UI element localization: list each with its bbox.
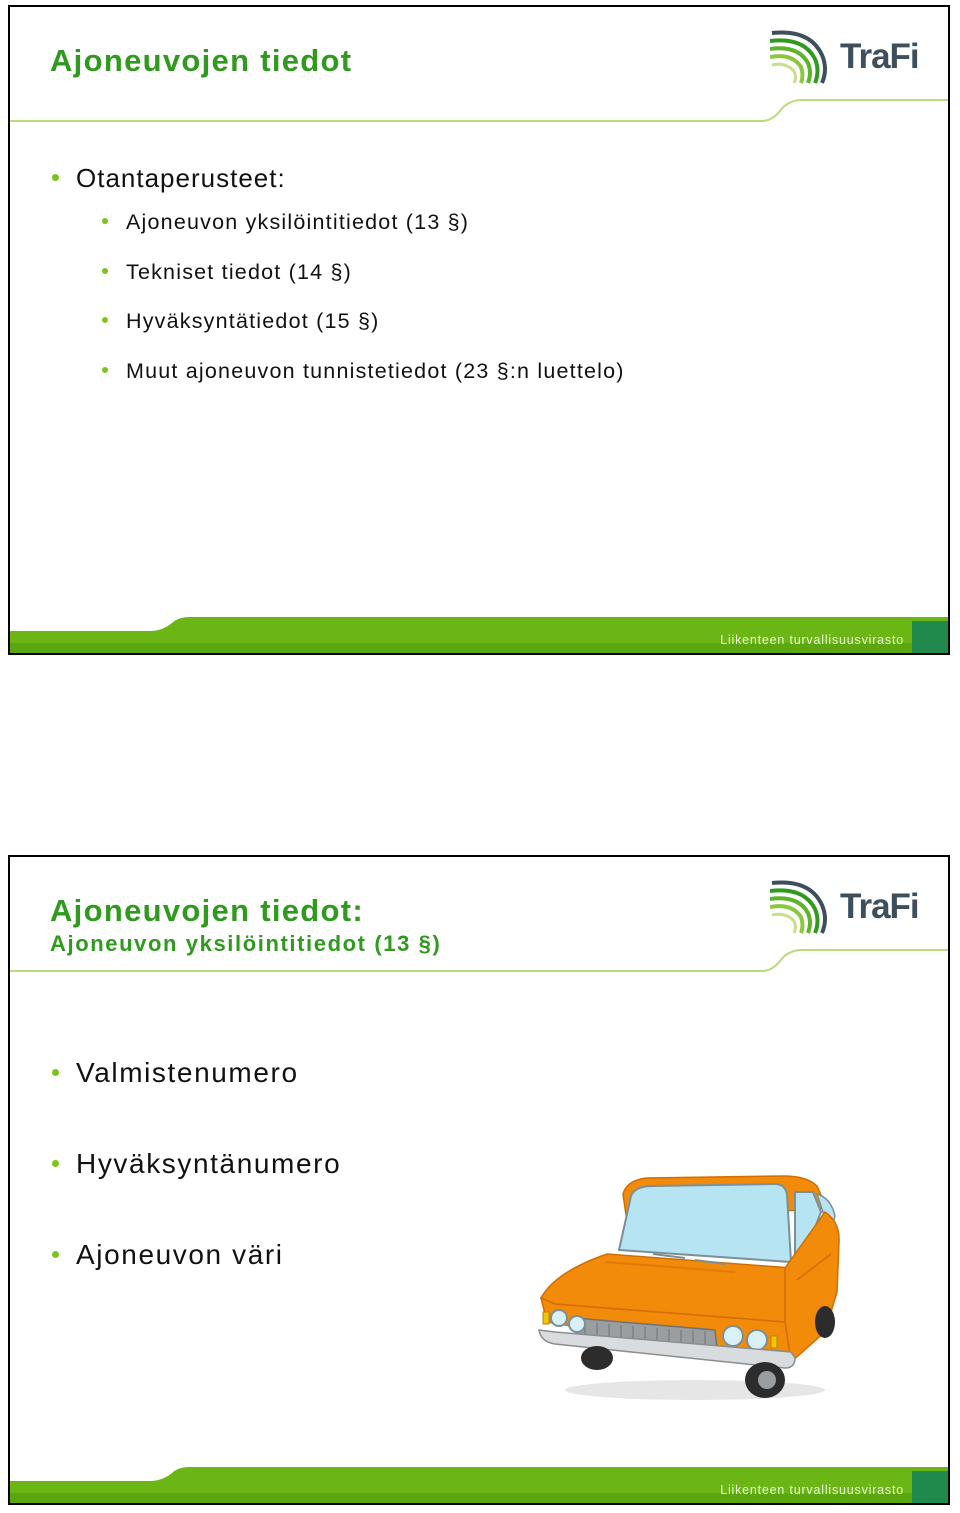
trafi-logo xyxy=(770,875,920,937)
footer-agency-name: Liikenteen turvallisuusvirasto xyxy=(720,1483,904,1497)
trafi-swoosh-icon xyxy=(770,875,840,937)
slide-subtitle: Ajoneuvon yksilöintitiedot (13 §) xyxy=(50,931,442,956)
bullet-valmistenumero: Valmistenumero xyxy=(50,1057,341,1148)
orange-car-illustration xyxy=(535,1172,840,1407)
slide-2 xyxy=(8,855,950,1505)
sub-bullet: Hyväksyntätiedot (15 §) xyxy=(76,309,625,359)
trafi-logo-text: TraFi xyxy=(840,37,919,76)
footer-accent-block xyxy=(912,621,948,653)
slide-title: Ajoneuvojen tiedot: xyxy=(50,893,365,928)
bullet-hyvaksyntanumero: Hyväksyntänumero xyxy=(50,1148,341,1239)
bullet-otantaperusteet xyxy=(50,163,625,408)
bullet-ajoneuvon-vari: Ajoneuvon väri xyxy=(50,1239,341,1330)
bullet-text: Otantaperusteet: xyxy=(76,163,286,193)
slide-1 xyxy=(8,5,950,655)
trafi-logo xyxy=(770,25,920,87)
bullet-list xyxy=(50,1057,341,1330)
sub-bullet: Ajoneuvon yksilöintitiedot (13 §) xyxy=(76,210,625,260)
trafi-swoosh-icon xyxy=(770,25,840,87)
slide-title: Ajoneuvojen tiedot xyxy=(50,43,353,78)
sub-bullet-list xyxy=(76,210,625,408)
sub-bullet: Tekniset tiedot (14 §) xyxy=(76,260,625,310)
bullet-list xyxy=(50,163,625,408)
slide-footer xyxy=(10,617,948,653)
footer-accent-block xyxy=(912,1471,948,1503)
trafi-logo-text: TraFi xyxy=(840,887,919,926)
sub-bullet: Muut ajoneuvon tunnistetiedot (23 §:n luettelo) xyxy=(76,359,625,409)
footer-agency-name: Liikenteen turvallisuusvirasto xyxy=(720,633,904,647)
slide-footer xyxy=(10,1467,948,1503)
